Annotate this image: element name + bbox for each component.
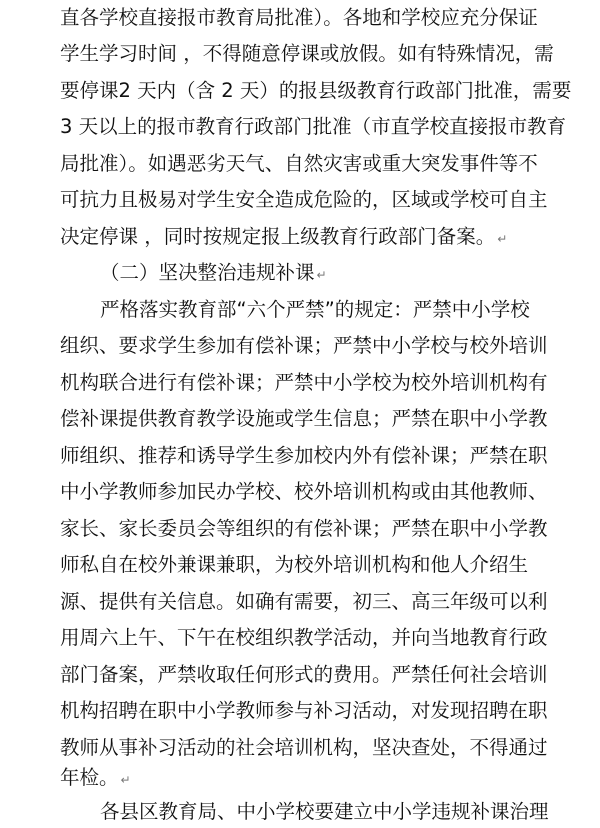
text-line: 年检。 ↵ bbox=[60, 766, 131, 789]
text-line: 师组织、推荐和诱导学生参加校内外有偿补课；严禁在职 bbox=[60, 444, 548, 467]
paragraph-mark-icon: ↵ bbox=[120, 773, 131, 787]
text-line: 可抗力且极易对学生安全造成危险的，区域或学校可自主 bbox=[60, 188, 548, 211]
text-line: 偿补课提供教育教学设施或学生信息；严禁在职中小学教 bbox=[60, 407, 548, 430]
paragraph-mark-icon: ↵ bbox=[497, 232, 508, 246]
text-line: 机构联合进行有偿补课；严禁中小学校为校外培训机构有 bbox=[60, 371, 548, 394]
text-line: 组织、要求学生参加有偿补课；严禁中小学校与校外培训 bbox=[60, 334, 548, 357]
text-line: 学生学习时间 ，不得随意停课或放假。如有特殊情况，需 bbox=[60, 42, 554, 65]
paragraph-mark-icon: ↵ bbox=[316, 268, 327, 282]
text-line: 用周六上午、下午在校组织教学活动，并向当地教育行政 bbox=[60, 626, 548, 649]
text-line: 直各学校直接报市教育局批准）。各地和学校应充分保证 bbox=[60, 6, 538, 29]
text-line: 3 天以上的报市教育行政部门批准（市直学校直接报市教育 bbox=[60, 115, 567, 138]
text-line: 要停课2 天内（含 2 天）的报县级教育行政部门批准，需要 bbox=[60, 79, 572, 102]
text-line: 部门备案，严禁收取任何形式的费用。严禁任何社会培训 bbox=[60, 663, 548, 686]
text-line: 各县区教育局、中小学校要建立中小学违规补课治理 bbox=[100, 800, 549, 823]
text-line: 家长、家长委员会等组织的有偿补课；严禁在职中小学教 bbox=[60, 517, 548, 540]
text-line: 师私自在校外兼课兼职，为校外培训机构和他人介绍生 bbox=[60, 553, 529, 576]
text-line: 中小学教师参加民办学校、校外培训机构或由其他教师、 bbox=[60, 480, 548, 503]
text-line: 严格落实教育部“六个严禁”的规定：严禁中小学校 bbox=[100, 298, 530, 321]
text-line: 源、提供有关信息。如确有需要，初三、高三年级可以利 bbox=[60, 590, 548, 613]
text-line: 教师从事补习活动的社会培训机构，坚决查处，不得通过 bbox=[60, 736, 548, 759]
text-line: 决定停课 ，同时按规定报上级教育行政部门备案。 ↵ bbox=[60, 225, 508, 248]
text-line: 局批准）。如遇恶劣天气、自然灾害或重大突发事件等不 bbox=[60, 152, 538, 175]
section-heading: （二）坚决整治违规补课 ↵ bbox=[100, 261, 327, 284]
text-line: 机构招聘在职中小学教师参与补习活动，对发现招聘在职 bbox=[60, 699, 548, 722]
